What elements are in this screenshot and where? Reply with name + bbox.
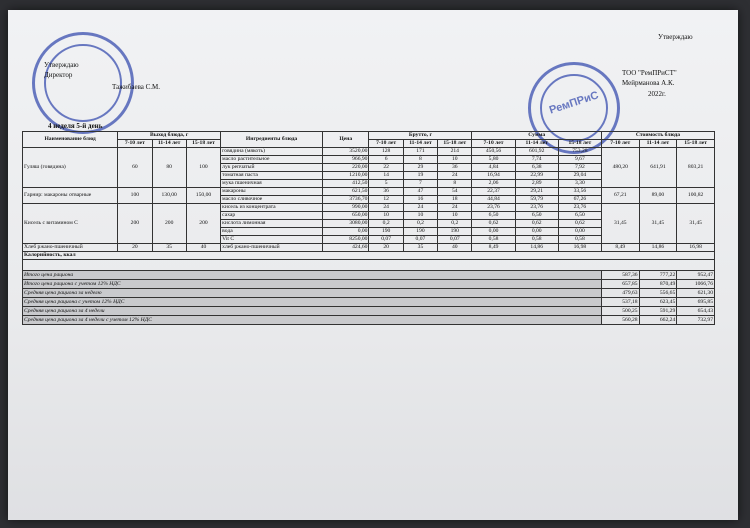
dish-output: 150,00 [186,188,220,204]
summary-value: 560,28 [601,316,639,325]
ingredient-brutto: 35 [403,244,437,252]
summary-row [23,298,715,307]
ingredient-name: томатная паста [221,172,323,180]
dish-output: 20 [118,244,152,252]
menu-cost-table-wrap [22,131,715,325]
ingredient-sum: 4,84 [472,164,515,172]
dish-cost: 31,45 [601,204,639,244]
col-header-output: Выход блюда, г [118,132,221,140]
col-header-age: 15-18 лет [186,140,220,148]
ingredient-sum: 16,98 [558,244,601,252]
summary-row [23,289,715,298]
approval-left-line2: Директор [44,71,73,79]
ingredient-brutto: 36 [369,188,403,196]
ingredient-sum: 0,00 [558,228,601,236]
ingredient-sum: 7,92 [558,164,601,172]
ingredient-name: масло сливочное [221,196,323,204]
ingredient-brutto: 0,07 [403,236,437,244]
ingredient-brutto: 10 [403,212,437,220]
dish-cost: 89,00 [639,188,677,204]
ingredient-price: 621,50 [323,188,369,196]
ingredient-sum: 0,00 [515,228,558,236]
ingredient-brutto: 171 [403,148,437,156]
ingredient-brutto: 214 [438,148,472,156]
ingredient-brutto: 190 [403,228,437,236]
ingredient-sum: 0,62 [558,220,601,228]
ingredient-sum: 33,56 [558,188,601,196]
table-row [23,148,715,156]
ingredient-sum: 14,86 [515,244,558,252]
col-header-age: 15-18 лет [438,140,472,148]
summary-label: Средняя цена рациона с учетом 12% НДС [23,298,602,307]
ingredient-name: говядина (мякоть) [221,148,323,156]
dish-output: 80 [152,148,186,188]
dish-cost: 100,82 [677,188,715,204]
summary-label: Средняя цена рациона за 4 недели с учетом 12% НДС [23,316,602,325]
ingredient-price: 3520,00 [323,148,369,156]
dish-cost: 641,91 [639,148,677,188]
col-header-age: 11-14 лет [152,140,186,148]
col-header-age: 15-18 лет [677,140,715,148]
ingredient-sum: 753,28 [558,148,601,156]
ingredient-sum: 23,76 [472,204,515,212]
ingredient-brutto: 24 [369,204,403,212]
ingredient-sum: 23,76 [558,204,601,212]
summary-value: 556,65 [639,289,677,298]
ingredient-brutto: 36 [438,164,472,172]
ingredient-price: 966,90 [323,156,369,164]
dish-name: Хлеб ржано-пшеничный [23,244,118,252]
ingredient-price: 1210,00 [323,172,369,180]
ingredient-name: кислота лимонная [221,220,323,228]
summary-value: 591,29 [639,307,677,316]
dish-cost: 31,45 [677,204,715,244]
dish-name: Гарнир: макароны отварные [23,188,118,204]
table-row [23,204,715,212]
approval-right-signer: Мейрманова А.К. [622,79,675,87]
summary-value: 623,45 [639,298,677,307]
ingredient-brutto: 22 [369,164,403,172]
summary-value: 695,85 [677,298,715,307]
summary-label: Средняя цена рациона за неделю [23,289,602,298]
dish-cost: 8,49 [601,244,639,252]
ingredient-sum: 44,84 [472,196,515,204]
col-header-name: Наименование блюд [23,132,118,148]
ingredient-brutto: 54 [438,188,472,196]
summary-value: 587,36 [601,271,639,280]
table-row [23,188,715,196]
col-header-age: 11-14 лет [403,140,437,148]
ingredient-brutto: 19 [403,172,437,180]
dish-cost: 803,21 [677,148,715,188]
ingredient-brutto: 16 [403,196,437,204]
ingredient-sum: 6,50 [472,212,515,220]
ingredient-brutto: 8 [403,156,437,164]
summary-label: Итого цена рациона [23,271,602,280]
col-header-age: 7-10 лет [601,140,639,148]
summary-row [23,316,715,325]
dish-output: 130,00 [152,188,186,204]
ingredient-sum: 2,06 [472,180,515,188]
ingredient-brutto: 190 [438,228,472,236]
summary-row [23,280,715,289]
ingredient-brutto: 14 [369,172,403,180]
dish-cost: 14,86 [639,244,677,252]
ingredient-brutto: 0,2 [438,220,472,228]
ingredient-price: 8250,00 [323,236,369,244]
ingredient-sum: 0,58 [558,236,601,244]
summary-value: 621,30 [677,289,715,298]
header-row-2 [23,140,715,148]
ingredient-sum: 22,37 [472,188,515,196]
ingredient-sum: 5,80 [472,156,515,164]
ingredient-sum: 67,26 [558,196,601,204]
ingredient-price: 3736,70 [323,196,369,204]
ingredient-brutto: 18 [438,196,472,204]
dish-cost: 480,20 [601,148,639,188]
approval-right-line2: ТОО "РемПРиСТ" [622,69,677,77]
col-header-ingredients: Ингредиенты блюда [221,132,323,148]
spacer-cell [23,260,715,271]
ingredient-brutto: 20 [369,244,403,252]
ingredient-price: 412,50 [323,180,369,188]
ingredient-sum: 0,62 [472,220,515,228]
summary-value: 654,43 [677,307,715,316]
col-header-cost: Стоимость блюда [601,132,714,140]
col-header-age: 11-14 лет [639,140,677,148]
approval-left-line1: Утверждаю [44,61,79,69]
ingredient-sum: 601,92 [515,148,558,156]
dish-name: Гуляш (говядина) [23,148,118,188]
ingredient-brutto: 10 [438,156,472,164]
summary-value: 1066,76 [677,280,715,289]
header-row-1 [23,132,715,140]
summary-row [23,271,715,280]
ingredient-sum: 0,58 [472,236,515,244]
ingredient-brutto: 7 [403,180,437,188]
ingredient-sum: 0,62 [515,220,558,228]
summary-value: 870,49 [639,280,677,289]
seal-text: РемПРиС [547,89,601,117]
ingredient-brutto: 29 [403,164,437,172]
summary-value: 657,85 [601,280,639,289]
col-header-age: 15-18 лет [558,140,601,148]
ingredient-price: 424,60 [323,244,369,252]
summary-value: 500,25 [601,307,639,316]
summary-value: 662,24 [639,316,677,325]
ingredient-name: кисель из концентрата [221,204,323,212]
dish-output: 40 [186,244,220,252]
dish-output: 200 [186,204,220,244]
summary-value: 537,18 [601,298,639,307]
ingredient-brutto: 6 [369,156,403,164]
summary-label: Средняя цена рациона за 4 недели [23,307,602,316]
ingredient-sum: 23,76 [515,204,558,212]
calories-row [23,252,715,260]
ingredient-brutto: 0,2 [403,220,437,228]
ingredient-sum: 29,04 [558,172,601,180]
ingredient-brutto: 24 [438,204,472,212]
summary-value: 952,47 [677,271,715,280]
ingredient-brutto: 5 [369,180,403,188]
approval-left-signer: Тажибаева С.М. [112,83,161,91]
ingredient-price: 650,00 [323,212,369,220]
ingredient-sum: 450,56 [472,148,515,156]
menu-cost-table [22,131,715,325]
table-row [23,244,715,252]
approval-right-line1: Утверждаю [658,33,693,41]
ingredient-price: 220,00 [323,164,369,172]
ingredient-sum: 2,89 [515,180,558,188]
ingredient-price: 990,00 [323,204,369,212]
summary-row [23,307,715,316]
ingredient-sum: 0,00 [472,228,515,236]
summary-label: Итого цена рациона с учетом 12% НДС [23,280,602,289]
ingredient-name: мука пшеничная [221,180,323,188]
ingredient-name: вода [221,228,323,236]
ingredient-brutto: 24 [403,204,437,212]
dish-output: 100 [186,148,220,188]
ingredient-name: масло растительное [221,156,323,164]
ingredient-sum: 7,74 [515,156,558,164]
ingredient-name: лук репчатый [221,164,323,172]
ingredient-sum: 6,50 [515,212,558,220]
col-header-age: 11-14 лет [515,140,558,148]
ingredient-brutto: 40 [438,244,472,252]
ingredient-brutto: 47 [403,188,437,196]
col-header-age: 7-10 лет [472,140,515,148]
dish-cost: 67,21 [601,188,639,204]
ingredient-price: 3080,00 [323,220,369,228]
col-header-price: Цена [323,132,369,148]
ingredient-sum: 0,58 [515,236,558,244]
dish-output: 200 [118,204,152,244]
ingredient-sum: 6,50 [558,212,601,220]
ingredient-sum: 59,79 [515,196,558,204]
dish-cost: 16,98 [677,244,715,252]
ingredient-sum: 6,38 [515,164,558,172]
week-day-label: 4 неделя 5-й день [48,122,103,130]
ingredient-brutto: 0,07 [438,236,472,244]
dish-output: 60 [118,148,152,188]
dish-output: 35 [152,244,186,252]
ingredient-sum: 29,21 [515,188,558,196]
summary-value: 777,22 [639,271,677,280]
ingredient-sum: 16,94 [472,172,515,180]
ingredient-name: хлеб ржано-пшеничный [221,244,323,252]
summary-value: 732,97 [677,316,715,325]
approval-right-year: 2022г. [648,90,666,98]
ingredient-sum: 9,67 [558,156,601,164]
calories-label: Калорийность, ккал [23,252,715,260]
ingredient-brutto: 8 [438,180,472,188]
summary-value: 479,63 [601,289,639,298]
dish-output: 100 [118,188,152,204]
dish-output: 200 [152,204,186,244]
dish-name: Кисель с витамином С [23,204,118,244]
ingredient-sum: 8,49 [472,244,515,252]
ingredient-brutto: 12 [369,196,403,204]
ingredient-sum: 3,30 [558,180,601,188]
ingredient-brutto: 0,2 [369,220,403,228]
col-header-age: 7-10 лет [118,140,152,148]
ingredient-brutto: 10 [369,212,403,220]
ingredient-brutto: 24 [438,172,472,180]
ingredient-price: 0,00 [323,228,369,236]
ingredient-brutto: 190 [369,228,403,236]
col-header-age: 7-10 лет [369,140,403,148]
dish-cost: 31,45 [639,204,677,244]
ingredient-name: Vit C [221,236,323,244]
col-header-sum: Сумма [472,132,602,140]
spacer-row [23,260,715,271]
ingredient-name: макароны [221,188,323,196]
col-header-brutto: Брутто, г [369,132,472,140]
ingredient-brutto: 0,07 [369,236,403,244]
ingredient-brutto: 10 [438,212,472,220]
ingredient-brutto: 128 [369,148,403,156]
ingredient-sum: 22,99 [515,172,558,180]
ingredient-name: сахар [221,212,323,220]
